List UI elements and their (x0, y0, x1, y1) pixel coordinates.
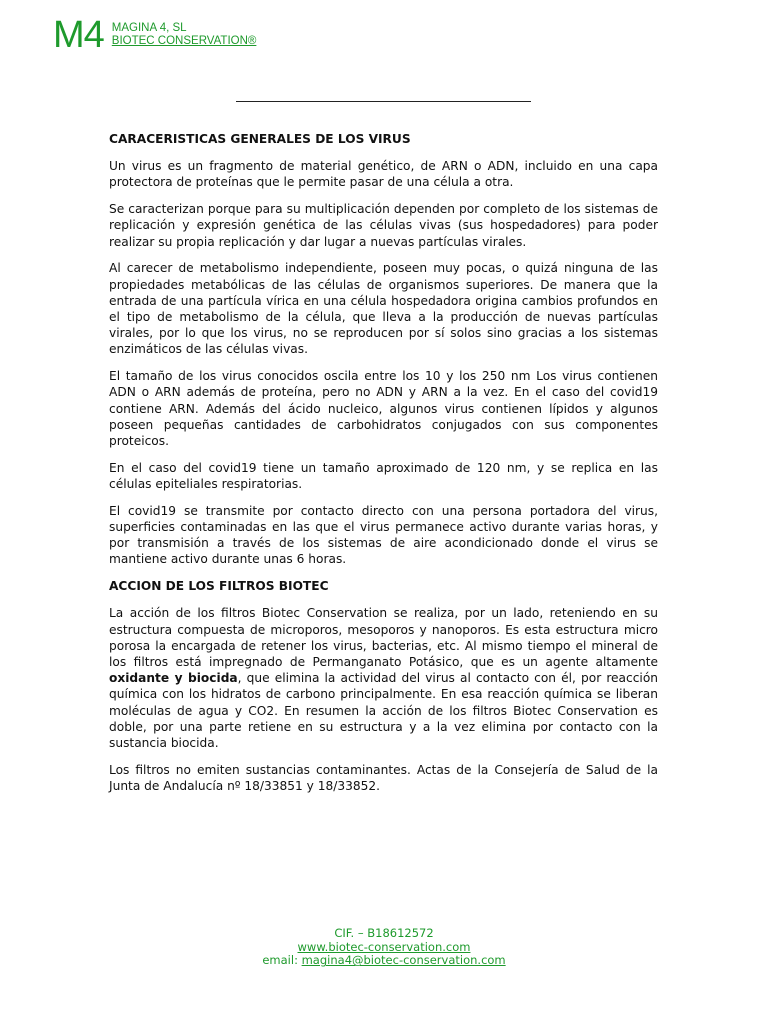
footer-cif: CIF. – B18612572 (334, 926, 434, 940)
logo-company-name: MAGINA 4, SL (111, 22, 187, 34)
paragraph: Al carecer de metabolismo independiente, poseen muy pocas, o quizá ninguna de las propiedades metabólicas de las células de organismos superiores. De manera que la entrada de una partícula vírica en una célula hospedadora origina cambios profundos en el tipo de metabolismo de la célula, que lleva a la producción de nuevas partículas virales, por lo que los virus, no se reproducen por sí solos sino gracias a los sistemas enzimáticos de las células vivas. (109, 261, 658, 357)
footer-email-line (0, 954, 768, 968)
company-logo (53, 14, 257, 56)
section-heading-filters: ACCION DE LOS FILTROS BIOTEC (109, 579, 329, 594)
paragraph-text: , que elimina la actividad del virus al contacto con él, por reacción química con los hidratos de carbono principalmente. En esa reacción química se liberan moléculas de agua y CO2. En resumen la acción de los filtros Biotec Conservation es doble, por una parte retiene en su estructura y a la vez elimina por contacto con la sustancia biocida. (109, 671, 658, 751)
bold-emphasis: oxidante y biocida (109, 671, 238, 686)
page-footer (0, 927, 768, 968)
paragraph: En el caso del covid19 tiene un tamaño aproximado de 120 nm, y se replica en las células epiteliales respiratorias. (109, 460, 658, 492)
email-label: email: (262, 953, 302, 968)
paragraph: El tamaño de los virus conocidos oscila entre los 10 y los 250 nm Los virus contienen ADN o ARN además de proteína, pero no ADN y ARN a la vez. En el caso del covid19 contiene ARN. Además del ácido nucleico, algunos virus contienen lípidos y algunos poseen pequeñas cantidades de carbohidratos conjugados con sus componentes proteicos. (109, 369, 658, 449)
document-body (109, 131, 658, 805)
paragraph: El covid19 se transmite por contacto directo con una persona portadora del virus, superficies contaminadas en las que el virus permanece activo durante varias horas, y por transmisión a través de los sistemas de aire acondicionado donde el virus se mantiene activo durante unas 6 horas. (109, 503, 658, 567)
paragraph (109, 605, 658, 751)
logo-brand-name: BIOTEC CONSERVATION® (111, 35, 257, 47)
logo-text (112, 22, 257, 48)
section-heading-virus: CARACERISTICAS GENERALES DE LOS VIRUS (109, 132, 411, 146)
website-link[interactable]: www.biotec-conservation.com (297, 939, 471, 954)
header-divider (236, 101, 531, 102)
email-link[interactable]: magina4@biotec-conservation.com (301, 953, 506, 968)
paragraph-text: La acción de los filtros Biotec Conservation se realiza, por un lado, reteniendo en su estructura compuesta de microporos, mesoporos y nanoporos. Es esta estructura micro porosa la encargada de retener los virus, bacterias, etc. Al mismo tiempo el mineral de los filtros está impregnado de Permanganato Potásico, que es un agente altamente (109, 606, 658, 670)
paragraph: Se caracterizan porque para su multiplicación dependen por completo de los sistemas de replicación y expresión genética de las células vivas (sus hospedadores) para poder realizar su propia replicación y dar lugar a nuevas partículas virales. (109, 202, 658, 249)
logo-mark: M4 (53, 14, 104, 56)
paragraph: Los filtros no emiten sustancias contaminantes. Actas de la Consejería de Salud de la Junta de Andalucía nº 18/33851 y 18/33852. (109, 762, 658, 794)
paragraph: Un virus es un fragmento de material genético, de ARN o ADN, incluido en una capa protectora de proteínas que le permite pasar de una célula a otra. (109, 159, 658, 190)
